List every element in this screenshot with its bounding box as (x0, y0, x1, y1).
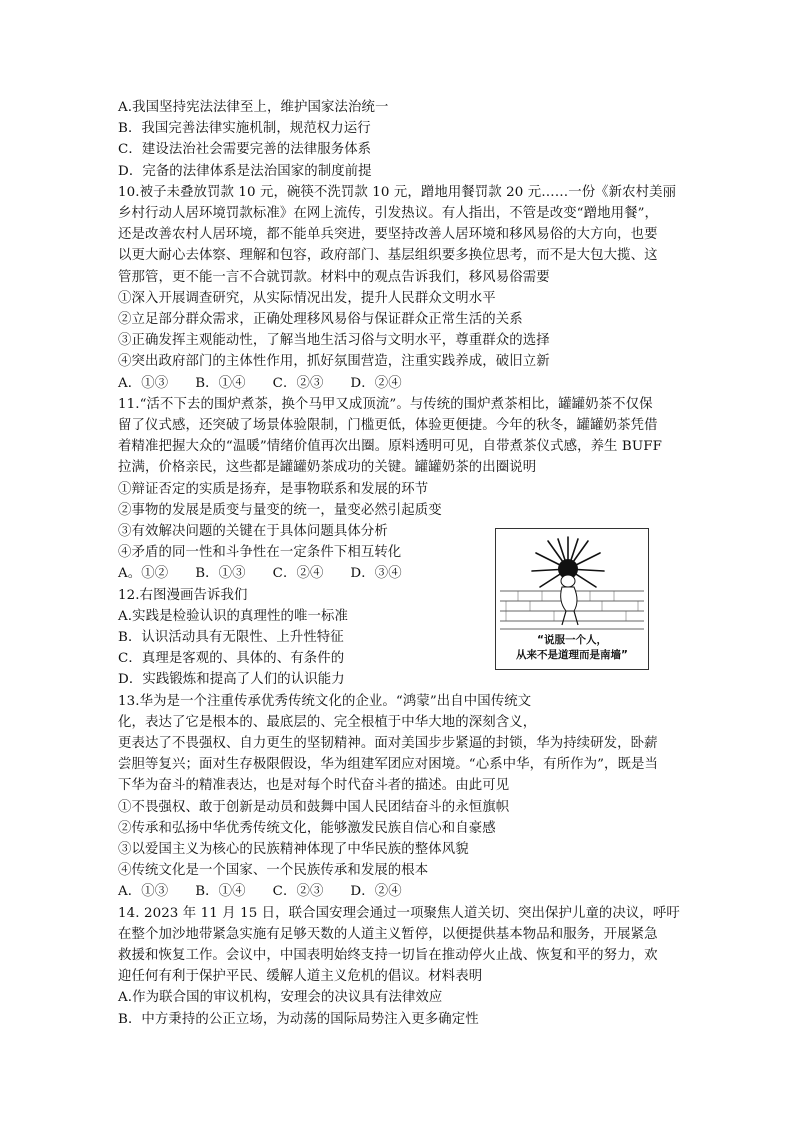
text-line: B．我国完善法律实施机制，规范权力运行 (118, 121, 371, 137)
text-line: 下华为奋斗的精准表达，也是对每个时代奋斗者的描述。由此可见 (118, 778, 510, 794)
cartoon-caption-line2: 从来不是道理而是南墙” (516, 649, 628, 661)
text-line: A．①③ B．①④ C．②③ D．②④ (118, 884, 402, 900)
text-line: 尝胆等复兴；面对生存极限假设，华为组建军团应对困境。“心系中华，有所作为”，既是当 (118, 757, 659, 773)
text-line: A．①③ B．①④ C．②③ D．②④ (118, 375, 402, 391)
text-line: A.我国坚持宪法法律至上，维护国家法治统一 (118, 100, 389, 115)
text-line: 管那管，更不能一言不合就罚款。材料中的观点告诉我们，移风易俗需要 (118, 269, 550, 285)
text-line: ②事物的发展是质变与量变的统一，量变必然引起质变 (118, 502, 442, 518)
text-line: ③以爱国主义为核心的民族精神体现了中华民族的整体风貌 (118, 842, 469, 857)
text-line: B．认识活动具有无限性、上升性特征 (118, 630, 344, 645)
text-line: 更表达了不畏强权、自力更生的坚韧精神。面对美国步步紧逼的封锁，华为持续研发，卧薪 (118, 736, 658, 751)
text-line: 救援和恢复工作。会议中，中国表明始终支持一切旨在推动停火止战、恢复和平的努力，欢 (118, 948, 658, 963)
text-line: C．真理是客观的、具体的、有条件的 (118, 651, 345, 667)
text-line: ②传承和弘扬中华优秀传统文化，能够激发民族自信心和自豪感 (118, 820, 496, 836)
text-line: 留了仪式感，还突破了场景体验限制，门槛更低，体验更便捷。今年的秋冬，罐罐奶茶凭借 (118, 418, 658, 433)
text-line: D．完备的法律体系是法治国家的制度前提 (118, 163, 372, 179)
text-line: ④矛盾的同一性和斗争性在一定条件下相互转化 (118, 545, 402, 561)
text-line: 化，表达了它是根本的、最底层的、完全根植于中华大地的深刻含义， (118, 714, 537, 730)
text-line: 迎任何有利于保护平民、缓解人道主义危机的倡议。材料表明 (118, 969, 483, 985)
text-line: 10.被子未叠放罚款 10 元，碗筷不洗罚款 10 元，蹭地用餐罚款 20 元……一份《新农村美丽 (118, 184, 677, 200)
cartoon-illustration (495, 528, 649, 670)
text-line: D．实践锻炼和提高了人们的认识能力 (118, 672, 345, 688)
text-line: ①深入开展调查研究，从实际情况出发，提升人民群众文明水平 (118, 290, 496, 306)
cartoon-caption-line1: “说服一个人， (537, 634, 607, 646)
text-line: 还是改善农村人居环境，都不能单兵突进，要坚持改善人居环境和移风易俗的大方向，也要 (118, 227, 658, 243)
text-line: 13.华为是一个注重传承优秀传统文化的企业。“鸿蒙”出自中国传统文 (118, 693, 532, 709)
text-line: A。①② B．①③ C．②④ D．③④ (118, 566, 402, 582)
text-line: 着精准把握大众的“温暖”情绪价值再次出圈。原料透明可见，自带煮茶仪式感，养生 BUFF (118, 439, 663, 455)
text-line: ③正确发挥主观能动性，了解当地生活习俗与文明水平，尊重群众的选择 (118, 333, 550, 349)
text-line: 11.“活不下去的围炉煮茶，换个马甲又成顶流”。与传统的围炉煮茶相比，罐罐奶茶不仅保 (118, 396, 653, 412)
text-line: 拉满，价格亲民，这些都是罐罐奶茶成功的关键。罐罐奶茶的出圈说明 (118, 460, 537, 476)
text-line: 在整个加沙地带紧急实施有足够天数的人道主义暂停，以便提供基本物品和服务，开展紧急 (118, 926, 658, 942)
text-line: ②立足部分群众需求，正确处理移风易俗与保证群众正常生活的关系 (118, 312, 523, 327)
text-line: ①辩证否定的实质是扬弃，是事物联系和发展的环节 (118, 481, 429, 497)
text-line: 以更大耐心去体察、理解和包容，政府部门、基层组织要多换位思考，而不是大包大揽、这 (118, 248, 658, 264)
text-line: ①不畏强权、敢于创新是动员和鼓舞中国人民团结奋斗的永恒旗帜 (118, 799, 510, 815)
cartoon-drawing (496, 529, 648, 669)
text-line: 乡村行动人居环境罚款标准》在网上流传，引发热议。有人指出，不管是改变“蹭地用餐”， (118, 206, 659, 221)
text-line: ④突出政府部门的主体性作用，抓好氛围营造，注重实践养成，破旧立新 (118, 354, 550, 370)
text-line: 14. 2023 年 11 月 15 日，联合国安理会通过一项聚焦人道关切、突出保护儿童的决议，呼吁 (118, 905, 680, 921)
text-line: A.实践是检验认识的真理性的唯一标准 (118, 608, 348, 624)
text-line: 12.右图漫画告诉我们 (118, 587, 248, 603)
text-line: A.作为联合国的审议机构，安理会的决议具有法律效应 (118, 990, 443, 1006)
text-line: C．建设法治社会需要完善的法律服务体系 (118, 142, 372, 158)
text-line: ④传统文化是一个国家、一个民族传承和发展的根本 (118, 863, 429, 879)
text-line: ③有效解决问题的关键在于具体问题具体分析 (118, 524, 388, 539)
text-line: B．中方秉持的公正立场，为动荡的国际局势注入更多确定性 (118, 1011, 479, 1027)
